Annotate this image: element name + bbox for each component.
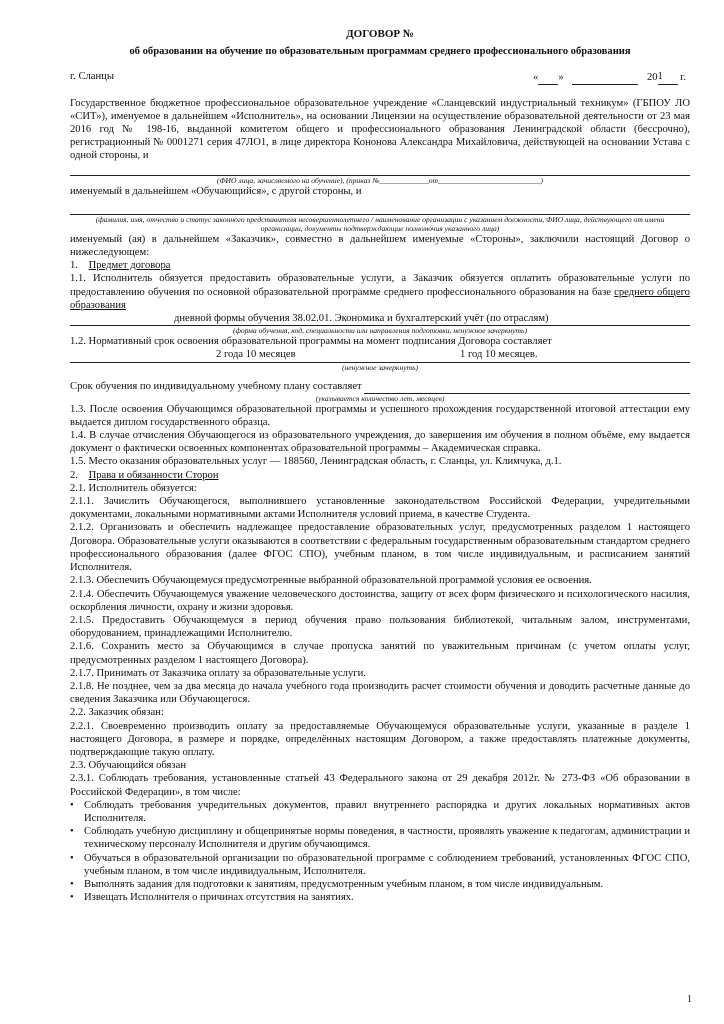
city-label: г. Сланцы — [70, 71, 114, 83]
bullet-text: Обучаться в образовательной организации по образовательной программе с соблюдением требований, установленных ФГОС СПО, учебным планом, в том числе индивидуальным, Исполнителя. — [84, 852, 690, 877]
bullet-text: Соблюдать требования учредительных документов, правил внутреннего распорядка и других локальных нормативных актов Исполнителя. — [84, 799, 690, 824]
clause-1-3: 1.3. После освоения Обучающимся образовательной программы и успешного прохождения государственной итоговой аттестации ему выдается диплом государственного образца. — [70, 403, 690, 428]
duration-caption: (ненужное зачеркнуть) — [341, 363, 419, 373]
document-title: ДОГОВОР № — [346, 28, 414, 40]
customer-named: именуемый (ая) в дальнейшем «Заказчик», совместно в дальнейшем именуемые «Стороны», заключили настоящий Договор о нижеследующем: — [70, 233, 690, 259]
student-caption: (ФИО лица, зачисляемого на обучение), (приказ №_____________от___________________________) — [216, 175, 544, 185]
clause-1-4: 1.4. В случае отчисления Обучающегося из образовательного учреждения, до завершения им обучения в полном объёме, ему выдается документ о фактически освоенных компонентах образовательной программы – Академическая справка. — [70, 430, 690, 455]
section-1-heading — [70, 259, 690, 272]
intro-paragraph: Государственное бюджетное профессиональное образовательное учреждение «Сланцевский индустриальный техникум» (ГБПОУ ЛО «СИТ»), именуемое в дальнейшем «Исполнитель», на основании Лицензии на осуществление образовательной деятельности от 23 мая 2016 год № 198-16, выданной комитетом общего и профессионального образования Ленинградской области (бессрочно), регистрационный № 0001271 серия 47ЛО1, в лице директора Кононова Александра Михайловича, действующей на основании Устава с одной стороны, и — [70, 97, 690, 162]
date-quote-close: » — [558, 72, 564, 84]
bullet-icon: • — [70, 799, 74, 811]
date-month-blank — [572, 84, 638, 85]
document-subtitle: об образовании на обучение по образовательным программам среднего профессионального образования — [129, 46, 631, 58]
date-quote-open: « — [533, 72, 539, 84]
student-named: именуемый в дальнейшем «Обучающийся», с другой стороны, и — [70, 185, 362, 197]
clause-2-3-1: 2.3.1. Соблюдать требования, установленные статьей 43 Федерального закона от 29 декабря 2012г. № 273-ФЗ «Об образовании в Российской Федерации», в том числе: — [70, 773, 690, 798]
individual-plan-label: Срок обучения по индивидуальному учебному плану составляет — [70, 381, 362, 393]
clause-2-1-5: 2.1.5. Предоставить Обучающемуся в период обучения право пользования библиотекой, читальным залом, инструментами, оборудованием, принадлежащими Исполнителю. — [70, 614, 690, 640]
date-year-digit: 1 — [658, 70, 668, 84]
program-line: дневной формы обучения 38.02.01. Экономика и бухгалтерский учёт (по отраслям) — [70, 312, 690, 326]
clause-2-1-3: 2.1.3. Обеспечить Обучающемуся предусмотренные выбранной образовательной программой условия ее освоения. — [70, 575, 592, 587]
program-caption: (форма обучения, код, специальности или направления подготовки, ненужное зачеркнуть) — [233, 326, 527, 336]
section-2-title: Права и обязанности Сторон — [88, 469, 219, 481]
duration-option-b: 1 год 10 месяцев. — [460, 349, 538, 361]
contract-page — [70, 24, 690, 904]
page-number: 1 — [687, 994, 692, 1005]
duration-option-a: 2 года 10 месяцев — [216, 349, 296, 361]
clause-1-5: 1.5. Место оказания образовательных услуг — 188560, Ленинградская область, г. Сланцы, ул. Климчука, д.1. — [70, 456, 562, 468]
date-year-suffix: г. — [680, 72, 686, 84]
list-item — [70, 878, 690, 891]
clause-2-2: 2.2. Заказчик обязан: — [70, 707, 164, 719]
bullet-icon: • — [70, 852, 74, 864]
clause-2-1-6: 2.1.6. Сохранить место за Обучающимся в случае пропуска занятий по уважительным причинам (с учетом оплаты услуг, предусмотренных разделом 1 настоящего Договора). — [70, 641, 690, 666]
bullet-text: Выполнять задания для подготовки к занятиям, предусмотренным учебным планом, в том числе индивидуальным. — [84, 878, 604, 890]
clause-2-1-4: 2.1.4. Обеспечить Обучающемуся уважение человеческого достоинства, защиту от всех форм физического и психологического насилия, оскорбления личности, охрану и жизни здоровья. — [70, 588, 690, 613]
bullet-icon: • — [70, 892, 74, 904]
bullet-text: Извещать Исполнителя о причинах отсутствия на занятиях. — [84, 892, 354, 904]
place-date-line — [70, 70, 690, 84]
clause-2-1: 2.1. Исполнитель обязуется: — [70, 482, 197, 494]
clause-2-2-1: 2.2.1. Своевременно производить оплату за предоставляемые Обучающемуся образовательные услуги, указанные в разделе 1 настоящего Договора, в размере и порядке, определённых настоящим Договором, а также предоставлять платежные документы, подтверждающие такую оплату. — [70, 720, 690, 758]
date-year-blank — [668, 84, 678, 85]
duration-line — [70, 348, 690, 363]
individual-plan-line — [70, 380, 690, 393]
section-1-number: 1. — [70, 260, 78, 272]
clause-1-1 — [70, 272, 690, 312]
contract-date — [533, 70, 686, 84]
list-item — [70, 825, 690, 851]
clause-1-1-base: среднего общего образования — [70, 286, 690, 311]
bullet-icon: • — [70, 826, 74, 838]
bullet-text: Соблюдать учебную дисциплину и общепринятые нормы поведения, в частности, проявлять уважение к педагогам, администрации и техническому персоналу Исполнителя и другим обучающимся. — [84, 826, 690, 851]
list-item — [70, 852, 690, 878]
list-item — [70, 891, 690, 904]
customer-caption: (фамилия, имя, отчество и статус законного представителя несовершеннолетнего / наименование организации с указанием должности, ФИО лица, действующего от имени организации, документы подтверждающие полномочия указанного лица) — [95, 214, 665, 233]
clause-2-1-2: 2.1.2. Организовать и обеспечить надлежащее предоставление образовательных услуг, предусмотренных разделом 1 настоящего Договора. Образовательные услуги оказываются в соответствии с федеральным государственным образовательным стандартом среднего профессионального образования (далее ФГОС СПО), учебным планом, в том числе индивидуальным, и расписанием занятий Исполнителя. — [70, 522, 690, 574]
individual-plan-blank — [364, 383, 690, 394]
clause-2-1-8: 2.1.8. Не позднее, чем за два месяца до начала учебного года производить расчет стоимости обучения и доводить расчетные данные до сведения Заказчика или Обучающегося. — [70, 680, 690, 706]
clause-2-1-7: 2.1.7. Принимать от Заказчика оплату за образовательные услуги. — [70, 667, 366, 679]
date-year: 20 — [646, 72, 658, 84]
clause-2-1-1: 2.1.1. Зачислить Обучающегося, выполнившего установленные законодательством Российской Федерации, учредительными документами, локальными нормативными актами Исполнителя условий приема, в качестве Студента. — [70, 496, 690, 521]
section-2-number: 2. — [70, 469, 78, 481]
section-1-title: Предмет договора — [88, 260, 171, 272]
list-item — [70, 799, 690, 825]
clause-1-2: 1.2. Нормативный срок освоения образовательной программы на момент подписания Договора составляет — [70, 336, 552, 348]
bullet-icon: • — [70, 878, 74, 890]
section-2-heading — [70, 469, 690, 482]
clause-1-1-text: 1.1. Исполнитель обязуется предоставить образовательные услуги, а Заказчик обязуется оплатить образовательные услуги по предоставлению обучения по основной образовательной программе среднего профессионального образования на базе — [70, 273, 690, 298]
date-day-blank — [538, 84, 558, 85]
individual-plan-caption: (указывается количество лет, месяцев) — [315, 393, 445, 403]
clause-2-3: 2.3. Обучающийся обязан — [70, 760, 186, 772]
